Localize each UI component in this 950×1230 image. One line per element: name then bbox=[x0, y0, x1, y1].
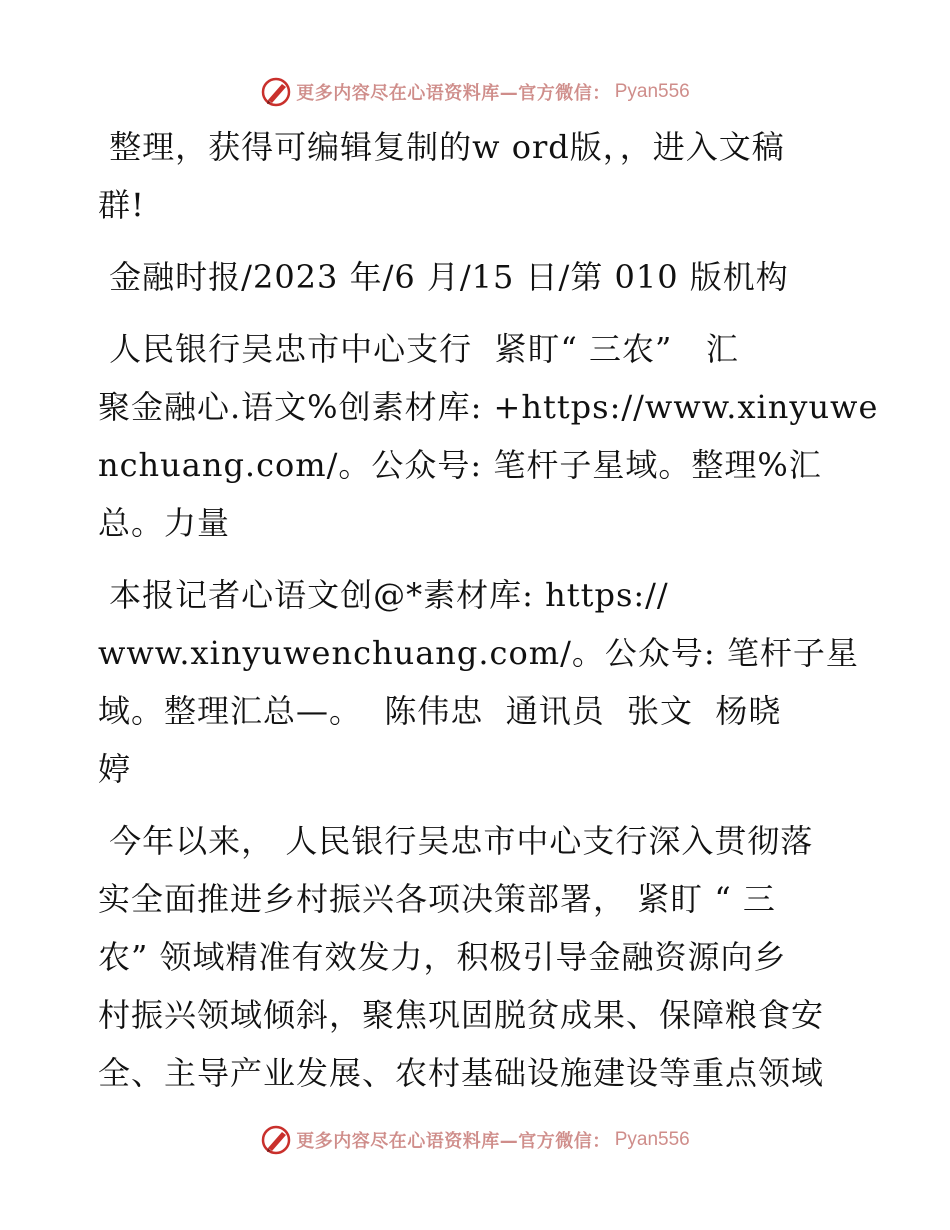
text-line: 整理，获得可编辑复制的w ord版，，进入文稿 bbox=[98, 128, 785, 166]
text-line: 本报记者心语文创@*素材库: https:// bbox=[98, 576, 669, 614]
text-line: 今年以来， 人民银行吴忠市中心支行深入贯彻落 bbox=[98, 822, 814, 860]
header-wechat-id: Pyan556 bbox=[614, 81, 690, 102]
paragraph-byline bbox=[98, 566, 858, 798]
text-line: 农” 领域精准有效发力，积极引导金融资源向乡 bbox=[98, 938, 787, 976]
document-body bbox=[98, 118, 879, 1102]
text-line: 村振兴领域倾斜，聚焦巩固脱贫成果、保障粮食安 bbox=[98, 996, 825, 1034]
text-line: www.xinyuwenchuang.com/。公众号: 笔杆子星 bbox=[98, 634, 859, 672]
text-line: 群! bbox=[98, 186, 145, 224]
header-banner-text: 更多内容尽在心语资料库—官方微信： bbox=[296, 83, 611, 104]
paragraph-intro bbox=[98, 118, 858, 234]
paragraph-body bbox=[98, 812, 858, 1102]
text-line: 金融时报/2023 年/6 月/15 日/第 010 版机构 bbox=[98, 258, 789, 296]
footer-wechat-id: Pyan556 bbox=[614, 1129, 690, 1150]
text-line: 人民银行吴忠市中心支行 紧盯“ 三农” 汇 bbox=[98, 330, 739, 368]
footer-watermark-banner bbox=[0, 1120, 950, 1160]
footer-banner-text: 更多内容尽在心语资料库—官方微信： bbox=[296, 1131, 611, 1152]
text-line: 婷 bbox=[98, 750, 132, 788]
text-line: 域。整理汇总—。 陈伟忠 通讯员 张文 杨晓 bbox=[98, 692, 782, 730]
header-watermark-banner bbox=[0, 72, 950, 112]
paragraph-source bbox=[98, 248, 858, 306]
paragraph-title bbox=[98, 320, 879, 552]
text-line: 总。力量 bbox=[98, 504, 231, 542]
text-line: 聚金融心.语文%创素材库: +https://www.xinyuwe bbox=[98, 388, 879, 426]
text-line: nchuang.com/。公众号: 笔杆子星域。整理%汇 bbox=[98, 446, 822, 484]
text-line: 实全面推进乡村振兴各项决策部署， 紧盯 “ 三 bbox=[98, 880, 776, 918]
text-line: 全、主导产业发展、农村基础设施建设等重点领域 bbox=[98, 1054, 825, 1092]
pen-logo-icon bbox=[260, 76, 292, 108]
pen-logo-icon bbox=[260, 1124, 292, 1156]
